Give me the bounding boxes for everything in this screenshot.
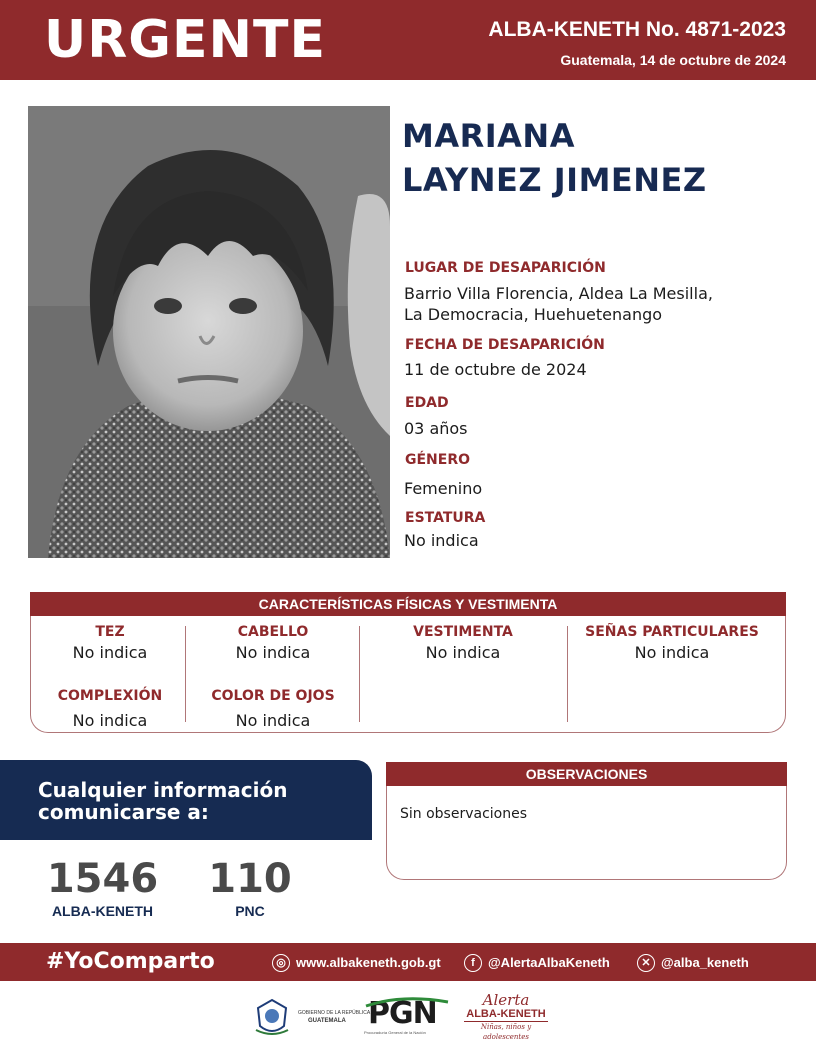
- hair-label: CABELLO: [237, 624, 309, 640]
- observations-text: Sin observaciones: [400, 806, 528, 822]
- pgn-swoosh: [362, 996, 452, 1010]
- build-value: No indica: [72, 711, 148, 730]
- contact-text: [38, 779, 288, 823]
- date-value: 11 de octubre de 2024: [404, 360, 587, 379]
- height-value: No indica: [404, 531, 479, 550]
- skin-label: TEZ: [95, 624, 125, 640]
- gender-value: Femenino: [404, 479, 483, 498]
- pgn-text: PGN: [368, 996, 437, 1031]
- hair-value: No indica: [235, 643, 311, 662]
- characteristics-header: CARACTERÍSTICAS FÍSICAS Y VESTIMENTA: [30, 592, 786, 616]
- age-label: EDAD: [405, 395, 449, 411]
- height-label: ESTATURA: [405, 510, 486, 526]
- x-link[interactable]: [637, 954, 749, 972]
- clothing-value: No indica: [425, 643, 501, 662]
- column-divider: [567, 626, 568, 722]
- hotline-number-pnc: 110: [208, 856, 292, 902]
- government-logo: [250, 996, 371, 1038]
- pgn-subtext: Procuraduría General de la Nación: [364, 1030, 426, 1035]
- x-icon: ✕: [637, 954, 655, 972]
- pgn-logo: [362, 994, 452, 1038]
- facebook-link[interactable]: [464, 954, 610, 972]
- place-label: LUGAR DE DESAPARICIÓN: [405, 260, 606, 276]
- eyes-label: COLOR DE OJOS: [211, 688, 335, 704]
- alerta-text: Alerta: [482, 991, 530, 1009]
- facebook-text: @AlertaAlbaKeneth: [488, 955, 610, 970]
- alba-subtext: Niñas, niños y adolescentes: [480, 1023, 532, 1041]
- last-name: LAYNEZ JIMENEZ: [402, 161, 707, 199]
- website-text: www.albakeneth.gob.gt: [296, 955, 441, 970]
- observations-header: OBSERVACIONES: [386, 762, 787, 786]
- hashtag: #YoComparto: [46, 949, 215, 974]
- x-text: @alba_keneth: [661, 955, 749, 970]
- case-number: ALBA-KENETH No. 4871-2023: [488, 18, 786, 41]
- date-label: FECHA DE DESAPARICIÓN: [405, 337, 605, 353]
- build-label: COMPLEXIÓN: [57, 688, 163, 704]
- coat-of-arms-icon: [250, 996, 294, 1038]
- hotline-label-pnc: PNC: [235, 903, 265, 919]
- website-link[interactable]: [272, 954, 441, 972]
- skin-value: No indica: [72, 643, 148, 662]
- alba-keneth-logo: [464, 992, 548, 1040]
- alba-text: ALBA-KENETH: [464, 1008, 548, 1022]
- gov-line-1: GOBIERNO DE LA REPÚBLICA: [298, 1010, 371, 1016]
- first-name: MARIANA: [402, 117, 575, 155]
- place-line-1: Barrio Villa Florencia, Aldea La Mesilla,: [404, 284, 713, 303]
- gender-label: GÉNERO: [405, 452, 471, 468]
- column-divider: [185, 626, 186, 722]
- hotline-label-alba: ALBA-KENETH: [51, 903, 154, 919]
- missing-person-photo: [28, 106, 390, 558]
- person-name: [402, 114, 707, 202]
- eyes-value: No indica: [235, 711, 311, 730]
- clothing-label: VESTIMENTA: [413, 624, 513, 640]
- facebook-icon: f: [464, 954, 482, 972]
- marks-value: No indica: [634, 643, 710, 662]
- marks-label: SEÑAS PARTICULARES: [585, 624, 759, 640]
- contact-line-1: Cualquier información: [38, 778, 288, 802]
- place-line-2: La Democracia, Huehuetenango: [404, 305, 663, 324]
- place-value: [404, 283, 764, 325]
- age-value: 03 años: [404, 419, 468, 438]
- issue-date: Guatemala, 14 de octubre de 2024: [560, 52, 786, 68]
- gov-line-2: GUATEMALA: [308, 1018, 346, 1024]
- column-divider: [359, 626, 360, 722]
- page-title: URGENTE: [44, 10, 326, 70]
- hotline-number-alba: 1546: [46, 856, 159, 902]
- globe-icon: ◎: [272, 954, 290, 972]
- contact-line-2: comunicarse a:: [38, 800, 209, 824]
